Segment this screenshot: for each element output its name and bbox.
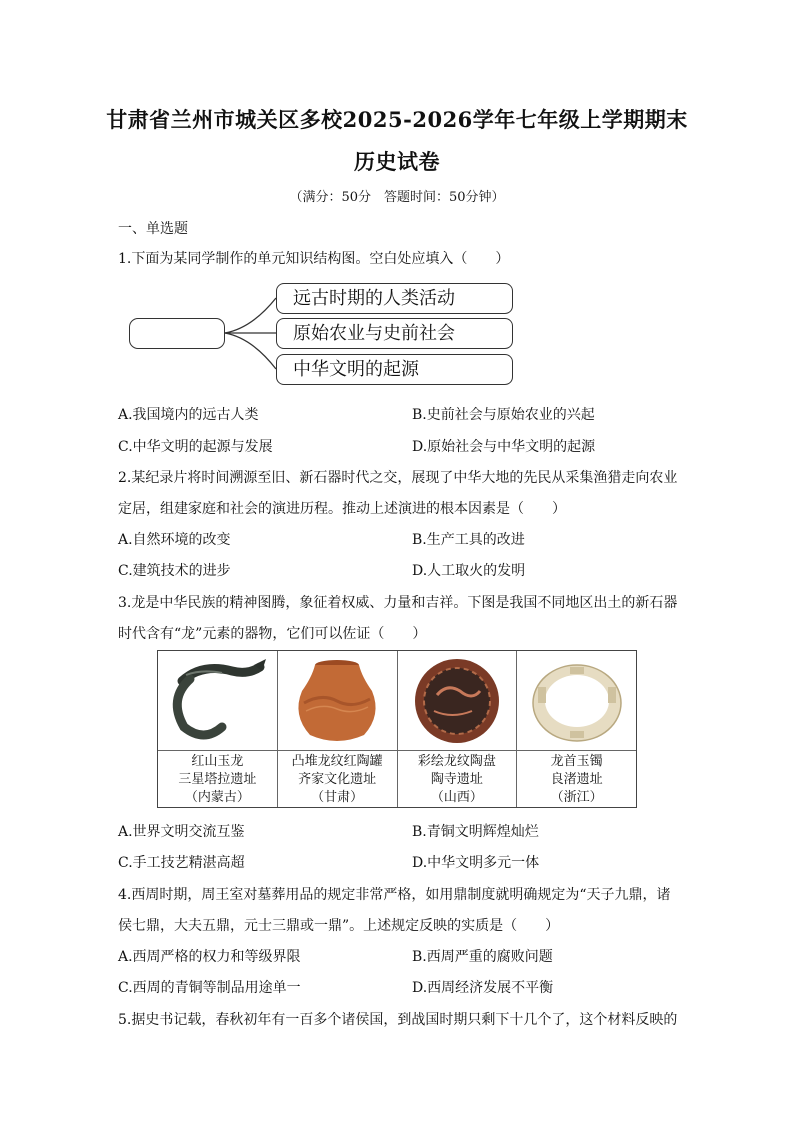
artifact-name: 龙首玉镯 [550,754,603,769]
exam-title-line2: 历史试卷 [354,149,440,174]
q3-option-b: B.青铜文明辉煌灿烂 [412,824,539,840]
diagram-branch-1: 远古时期的人类活动 [276,283,513,314]
q2-option-b: B.生产工具的改进 [412,532,525,548]
diagram-branch-3: 中华文明的起源 [276,354,513,385]
q2-option-a: A.自然环境的改变 [118,532,231,548]
artifact-site: 良渚遗址 [550,772,603,787]
q3-stem-line1: 3.龙是中华民族的精神图腾，象征着权威、力量和吉祥。下图是我国不同地区出土的新石器 [118,595,678,611]
knowledge-structure-diagram [126,280,518,388]
q3-option-d: D.中华文明多元一体 [412,855,540,871]
q1-option-c: C.中华文明的起源与发展 [118,439,273,455]
q4-stem-line1: 4.西周时期，周王室对墓葬用品的规定非常严格，如用鼎制度就明确规定为“天子九鼎，诸 [118,887,671,903]
q5-stem-line1: 5.据史书记载，春秋初年有一百多个诸侯国，到战国时期只剩下十几个了，这个材料反映的 [118,1012,678,1028]
artifact-region: （浙江） [550,790,603,805]
artifact-name: 彩绘龙纹陶盘 [417,754,496,769]
section-heading: 一、单选题 [118,221,188,237]
q2-stem-line1: 2.某纪录片将时间溯源至旧、新石器时代之交，展现了中华大地的先民从采集渔猎走向农业 [118,470,678,486]
artifact-name: 凸堆龙纹红陶罐 [291,754,383,769]
artifact-site: 齐家文化遗址 [298,772,377,787]
artifact-cell [398,651,518,807]
artifact-caption [158,750,277,807]
q4-option-d: D.西周经济发展不平衡 [412,980,554,996]
artifact-cell [517,651,636,807]
q1-option-a: A.我国境内的远古人类 [118,407,259,423]
exam-subtitle: （满分：50分 答题时间：50分钟） [289,190,505,205]
artifact-site: 三星塔拉遗址 [178,772,257,787]
artifact-region: （内蒙古） [184,790,250,805]
q4-stem-line2: 侯七鼎，大夫五鼎，元士三鼎或一鼎”。上述规定反映的实质是（ ） [118,918,560,934]
q3-stem-line2: 时代含有“龙”元素的器物，它们可以佐证（ ） [118,626,427,642]
jade-dragon-image [158,651,277,750]
exam-title-line1: 甘肃省兰州市城关区多校2025-2026学年七年级上学期期末 [106,107,688,132]
blank-box [129,318,225,349]
jade-bracelet-image [517,651,636,750]
artifact-region: （山西） [430,790,483,805]
artifact-caption [278,750,397,807]
q2-option-d: D.人工取火的发明 [412,563,526,579]
artifact-cell [158,651,278,807]
artifact-region: （甘肃） [311,790,364,805]
q1-stem: 1.下面为某同学制作的单元知识结构图。空白处应填入（ ） [118,251,510,267]
q4-option-b: B.西周严重的腐败问题 [412,949,553,965]
q4-option-a: A.西周严格的权力和等级界限 [118,949,301,965]
q4-option-c: C.西周的青铜等制品用途单一 [118,980,301,996]
painted-pottery-plate-image [398,651,517,750]
artifact-table [157,650,637,808]
q2-option-c: C.建筑技术的进步 [118,563,231,579]
diagram-branch-2: 原始农业与史前社会 [276,318,513,349]
artifact-caption [398,750,517,807]
artifact-caption [517,750,636,807]
artifact-name: 红山玉龙 [191,754,244,769]
red-pottery-jar-image [278,651,397,750]
q3-option-a: A.世界文明交流互鉴 [118,824,245,840]
artifact-cell [278,651,398,807]
q1-option-d: D.原始社会与中华文明的起源 [412,439,596,455]
q2-stem-line2: 定居，组建家庭和社会的演进历程。推动上述演进的根本因素是（ ） [118,501,566,517]
q1-option-b: B.史前社会与原始农业的兴起 [412,407,595,423]
q3-option-c: C.手工技艺精湛高超 [118,855,245,871]
artifact-site: 陶寺遗址 [430,772,483,787]
